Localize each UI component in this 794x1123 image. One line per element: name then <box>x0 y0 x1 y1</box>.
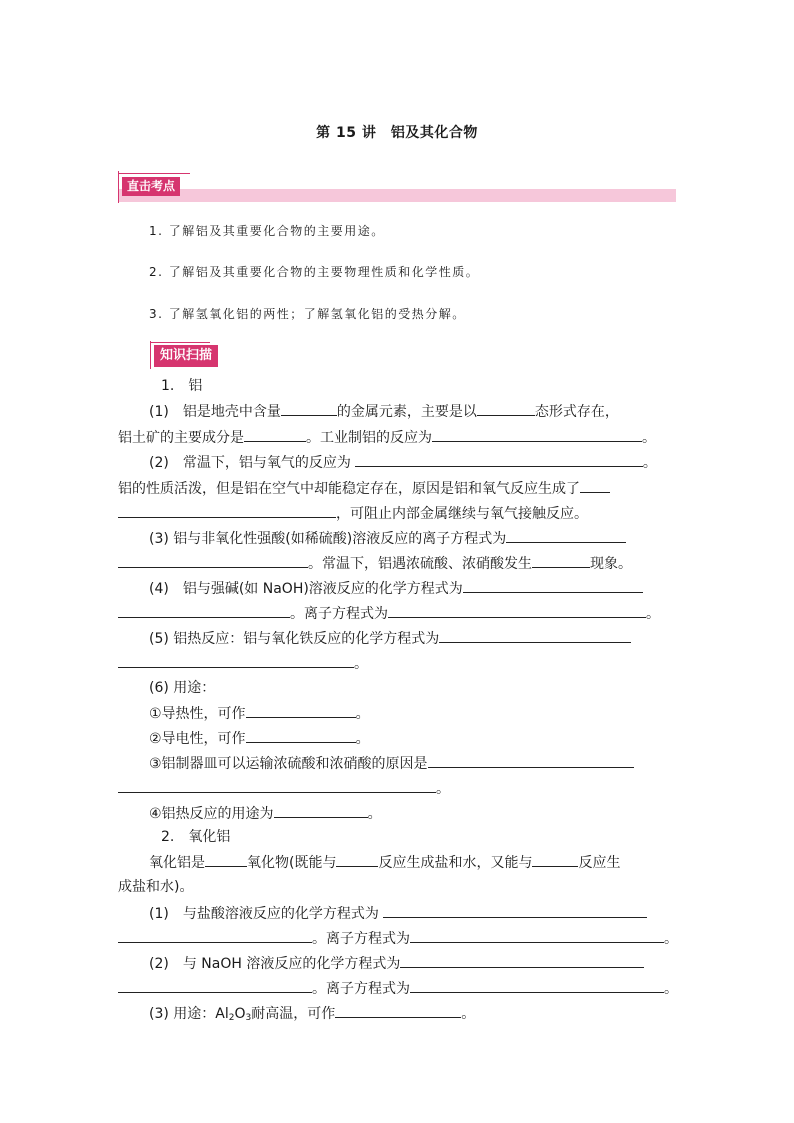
answer-blank <box>439 629 631 643</box>
paragraph-line <box>118 604 660 623</box>
answer-blank <box>432 428 642 442</box>
text: ③铝制器皿可以运输浓硫酸和浓硝酸的原因是 <box>149 756 428 772</box>
answer-blank <box>118 554 308 568</box>
answer-blank <box>244 428 306 442</box>
text: ，可阻止内部金属继续与氧气接触反应。 <box>336 506 588 522</box>
answer-blank <box>410 929 664 943</box>
text: 的金属元素，主要是以 <box>336 404 477 420</box>
text: 耐高温，可作 <box>251 1006 336 1022</box>
banner-corner-mark <box>150 341 151 369</box>
paragraph-line <box>118 504 588 523</box>
answer-blank <box>532 853 578 867</box>
text: 。 <box>642 430 656 446</box>
heading-aluminum: 1. 铝 <box>161 378 203 394</box>
text: (5) 铝热反应：铝与氧化铁反应的化学方程式为 <box>149 631 440 647</box>
text: 。 <box>664 981 678 997</box>
answer-blank <box>281 402 337 416</box>
answer-blank <box>388 604 646 618</box>
answer-blank <box>274 804 368 818</box>
subscript: 3 <box>245 1013 252 1023</box>
objective-2: 2. 了解铝及其重要化合物的主要物理性质和化学性质。 <box>149 265 480 279</box>
text: 反应生成盐和水，又能与 <box>378 855 533 871</box>
answer-blank <box>355 453 643 467</box>
text: (3) 用途：Al <box>149 1006 229 1022</box>
answer-blank <box>506 529 626 543</box>
answer-blank <box>118 979 312 993</box>
answer-blank <box>118 929 312 943</box>
paragraph-line <box>118 554 632 573</box>
text: ①导热性，可作 <box>149 706 246 722</box>
text: 铝的性质活泼，但是铝在空气中却能稳定存在，原因是铝和氧气反应生成了 <box>118 481 580 497</box>
paragraph-line <box>149 704 370 723</box>
paragraph-line <box>118 428 656 447</box>
paragraph-line <box>149 629 631 648</box>
text: 反应生 <box>578 855 621 871</box>
banner-corner-mark <box>150 342 210 343</box>
text: 。 <box>367 806 382 822</box>
subscript: 2 <box>228 1013 235 1023</box>
answer-blank <box>477 402 535 416</box>
paragraph-line <box>149 453 657 472</box>
paragraph-line <box>118 929 678 948</box>
section-banner-knowledge-scan <box>150 341 250 371</box>
answer-blank <box>410 979 664 993</box>
answer-blank <box>118 654 354 668</box>
heading-aluminum-oxide: 2. 氧化铝 <box>161 829 231 845</box>
paragraph-line <box>118 479 610 498</box>
section-label: 知识扫描 <box>154 345 218 367</box>
text: O <box>234 1006 246 1022</box>
answer-blank <box>428 754 634 768</box>
text: 氧化物(既能与 <box>247 855 337 871</box>
paragraph-line <box>149 579 643 598</box>
answer-blank <box>400 954 644 968</box>
paragraph-line <box>118 979 678 998</box>
objective-3: 3. 了解氢氧化铝的两性；了解氢氧化铝的受热分解。 <box>149 307 466 321</box>
text: 铝土矿的主要成分是 <box>118 430 244 446</box>
paragraph-line <box>149 1004 475 1027</box>
text: 。 <box>461 1006 476 1022</box>
answer-blank <box>246 729 356 743</box>
section-banner-exam-points <box>118 171 676 203</box>
paragraph-line <box>149 402 619 421</box>
text: (1) 铝是地壳中含量 <box>149 404 281 420</box>
text: 态形式存在， <box>534 404 619 420</box>
text: 。 <box>642 455 657 471</box>
banner-bar <box>118 189 676 202</box>
paragraph-line <box>118 654 368 673</box>
answer-blank <box>246 704 356 718</box>
banner-corner-mark <box>118 171 119 203</box>
paragraph-line <box>149 729 370 748</box>
text: 。离子方程式为 <box>312 931 410 947</box>
text: (4) 铝与强碱(如 NaOH)溶液反应的化学方程式为 <box>149 581 463 597</box>
section-label: 直击考点 <box>122 177 180 196</box>
text: 。 <box>355 706 370 722</box>
text: 。 <box>354 656 368 672</box>
paragraph-line <box>149 904 647 923</box>
paragraph-line <box>149 804 382 823</box>
text: (2) 与 NaOH 溶液反应的化学方程式为 <box>149 956 401 972</box>
text: 。常温下，铝遇浓硫酸、浓硝酸发生 <box>308 556 532 572</box>
text: 。 <box>646 606 660 622</box>
text: ②导电性，可作 <box>149 731 246 747</box>
paragraph-line: (6) 用途： <box>149 680 216 696</box>
answer-blank <box>118 504 336 518</box>
text: 。离子方程式为 <box>312 981 410 997</box>
text: 。 <box>664 931 678 947</box>
answer-blank <box>335 1004 461 1018</box>
text: 。 <box>355 731 370 747</box>
text: (2) 常温下，铝与氧气的反应为 <box>149 455 351 471</box>
text: 氧化铝是 <box>149 855 205 871</box>
answer-blank <box>463 579 643 593</box>
paragraph-line <box>149 853 620 872</box>
paragraph-line <box>149 754 634 773</box>
text: 。 <box>436 781 450 797</box>
answer-blank <box>336 853 378 867</box>
paragraph-line: 成盐和水)。 <box>118 879 194 895</box>
text: ④铝热反应的用途为 <box>149 806 274 822</box>
text: (3) 铝与非氧化性强酸(如稀硫酸)溶液反应的离子方程式为 <box>149 531 507 547</box>
text: 现象。 <box>590 556 632 572</box>
answer-blank <box>383 904 647 918</box>
answer-blank <box>118 779 436 793</box>
paragraph-line <box>118 779 450 798</box>
answer-blank <box>580 479 610 493</box>
answer-blank <box>205 853 247 867</box>
answer-blank <box>532 554 590 568</box>
objective-1: 1. 了解铝及其重要化合物的主要用途。 <box>149 224 385 238</box>
text: 。工业制铝的反应为 <box>306 430 432 446</box>
page-title: 第 15 讲 铝及其化合物 <box>316 125 478 141</box>
text: 。离子方程式为 <box>290 606 388 622</box>
paragraph-line <box>149 954 644 973</box>
answer-blank <box>118 604 290 618</box>
banner-corner-mark <box>118 173 190 174</box>
paragraph-line <box>149 529 626 548</box>
text: (1) 与盐酸溶液反应的化学方程式为 <box>149 906 379 922</box>
